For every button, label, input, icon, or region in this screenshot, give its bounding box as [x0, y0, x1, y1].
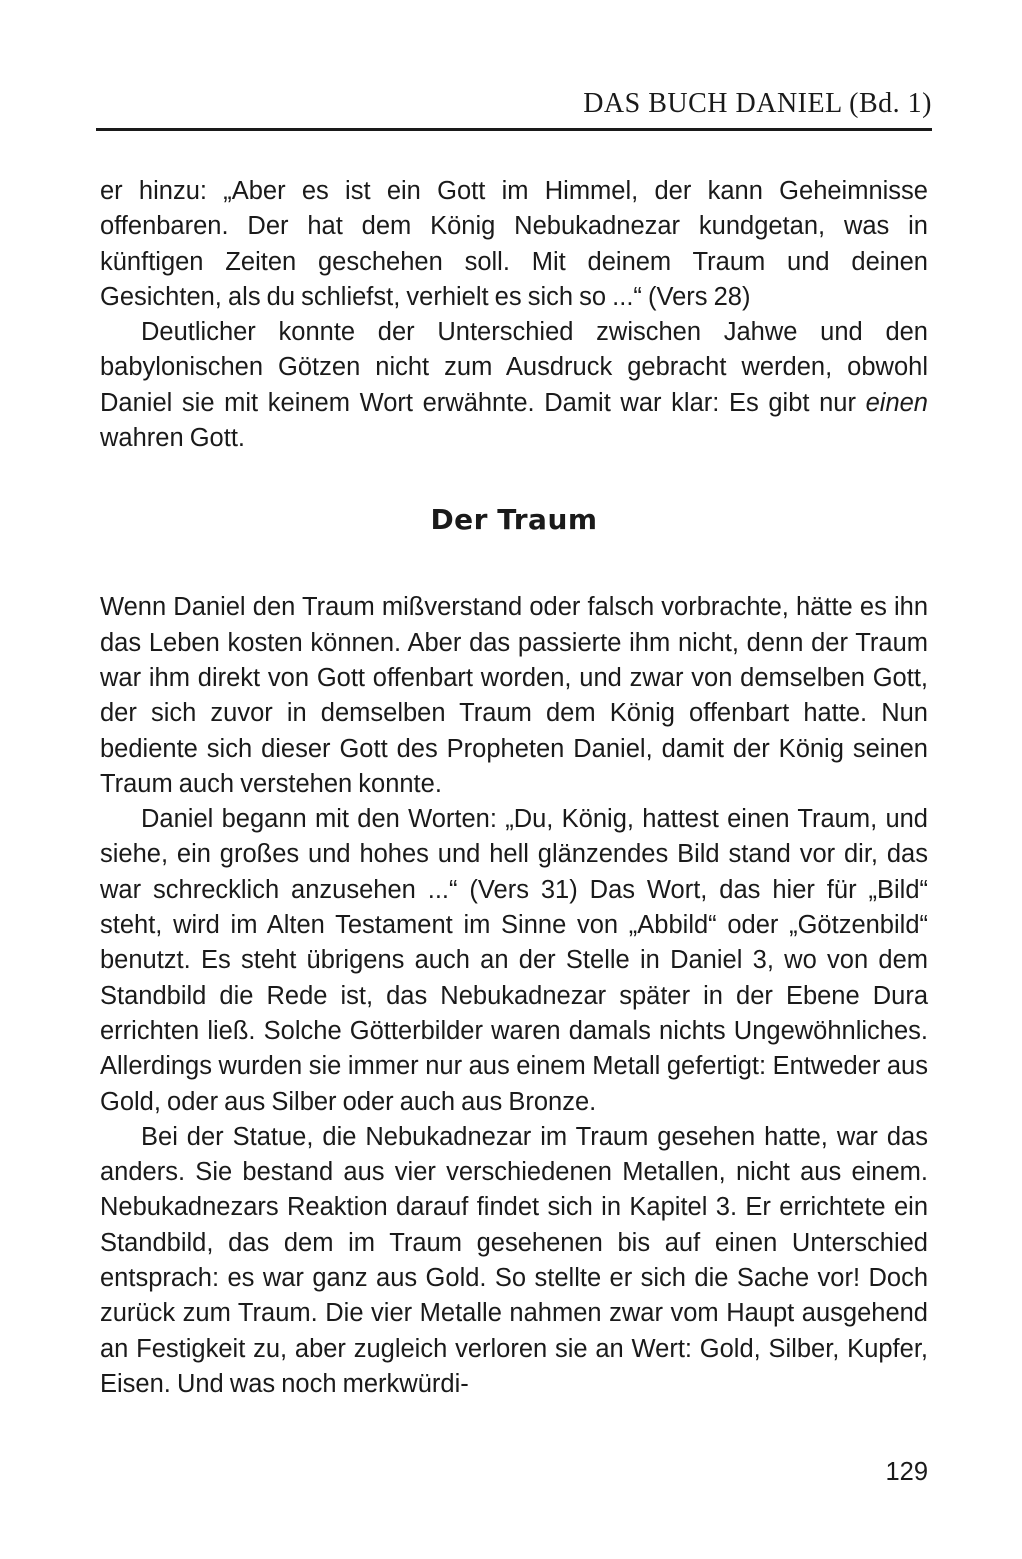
paragraph-5: Bei der Statue, die Nebukadnezar im Traum gesehen hatte, war das anders. Sie bestand aus vier verschiedenen Metallen, nicht aus einem. Nebukadnezars Reaktion darauf findet sich in Kapitel 3. Er errichtete ein Standbild, das dem im Traum gesehenen bis auf einen Unterschied entsprach: es war ganz aus Gold. So stellte er sich die Sache vor! Doch zurück zum Traum. Die vier Metalle nahmen zwar vom Haupt ausgehend an Festigkeit zu, aber zugleich verloren sie an Wert: Gold, Silber, Kupfer, Eisen. Und was noch merkwürdi- [100, 1122, 928, 1398]
page-number: 129 [885, 1458, 928, 1486]
paragraph-3: Wenn Daniel den Traum mißverstand oder falsch vorbrachte, hätte es ihn das Leben kosten können. Aber das passierte ihm nicht, denn der Traum war ihm direkt von Gott offenbart worden, und zwar von demselben Gott, der sich zuvor in demselben Traum dem König offenbart hatte. Nun bediente sich dieser Gott des Propheten Daniel, damit der König seinen Traum auch verstehen konnte. [100, 593, 928, 798]
paragraph-4: Daniel begann mit den Worten: „Du, König, hattest einen Traum, und siehe, ein großes und hohes und hell glänzendes Bild stand vor dir, das war schrecklich anzusehen ...“ (Vers 31) Das Wort, das hier für „Bild“ steht, wird im Alten Testament im Sinne von „Abbild“ oder „Götzenbild“ benutzt. Es steht übrigens auch an der Stelle in Daniel 3, wo von dem Standbild die Rede ist, das Nebukadnezar später in der Ebene Dura errichten ließ. Solche Götterbilder waren damals nichts Ungewöhnliches. Allerdings wurden sie immer nur aus einem Metall gefertigt: Entweder aus Gold, oder aus Silber oder auch aus Bronze. [100, 805, 928, 1116]
running-title: DAS BUCH DANIEL (Bd. 1) [583, 88, 932, 119]
paragraph-2 [100, 315, 928, 456]
paragraph-1: er hinzu: „Aber es ist ein Gott im Himmel, der kann Geheimnisse offenbaren. Der hat dem König Nebukadnezar kundgetan, was in künftigen Zeiten geschehen soll. Mit deinem Traum und deinen Gesichten, als du schliefst, verhielt es sich so ...“ (Vers 28) [100, 177, 928, 311]
page-body [100, 174, 928, 1402]
header-rule [96, 128, 932, 131]
section-heading: Der Traum [430, 503, 598, 537]
paragraph-2-end: wahren Gott. [100, 424, 245, 453]
paragraph-2-emphasis: einen [865, 388, 928, 417]
paragraph-2-text: Deutlicher konnte der Unterschied zwischen Jahwe und den babylonischen Götzen nicht zum Ausdruck gebracht werden, obwohl Daniel sie mit keinem Wort erwähnte. Damit war klar: Es gibt nur [100, 318, 928, 417]
